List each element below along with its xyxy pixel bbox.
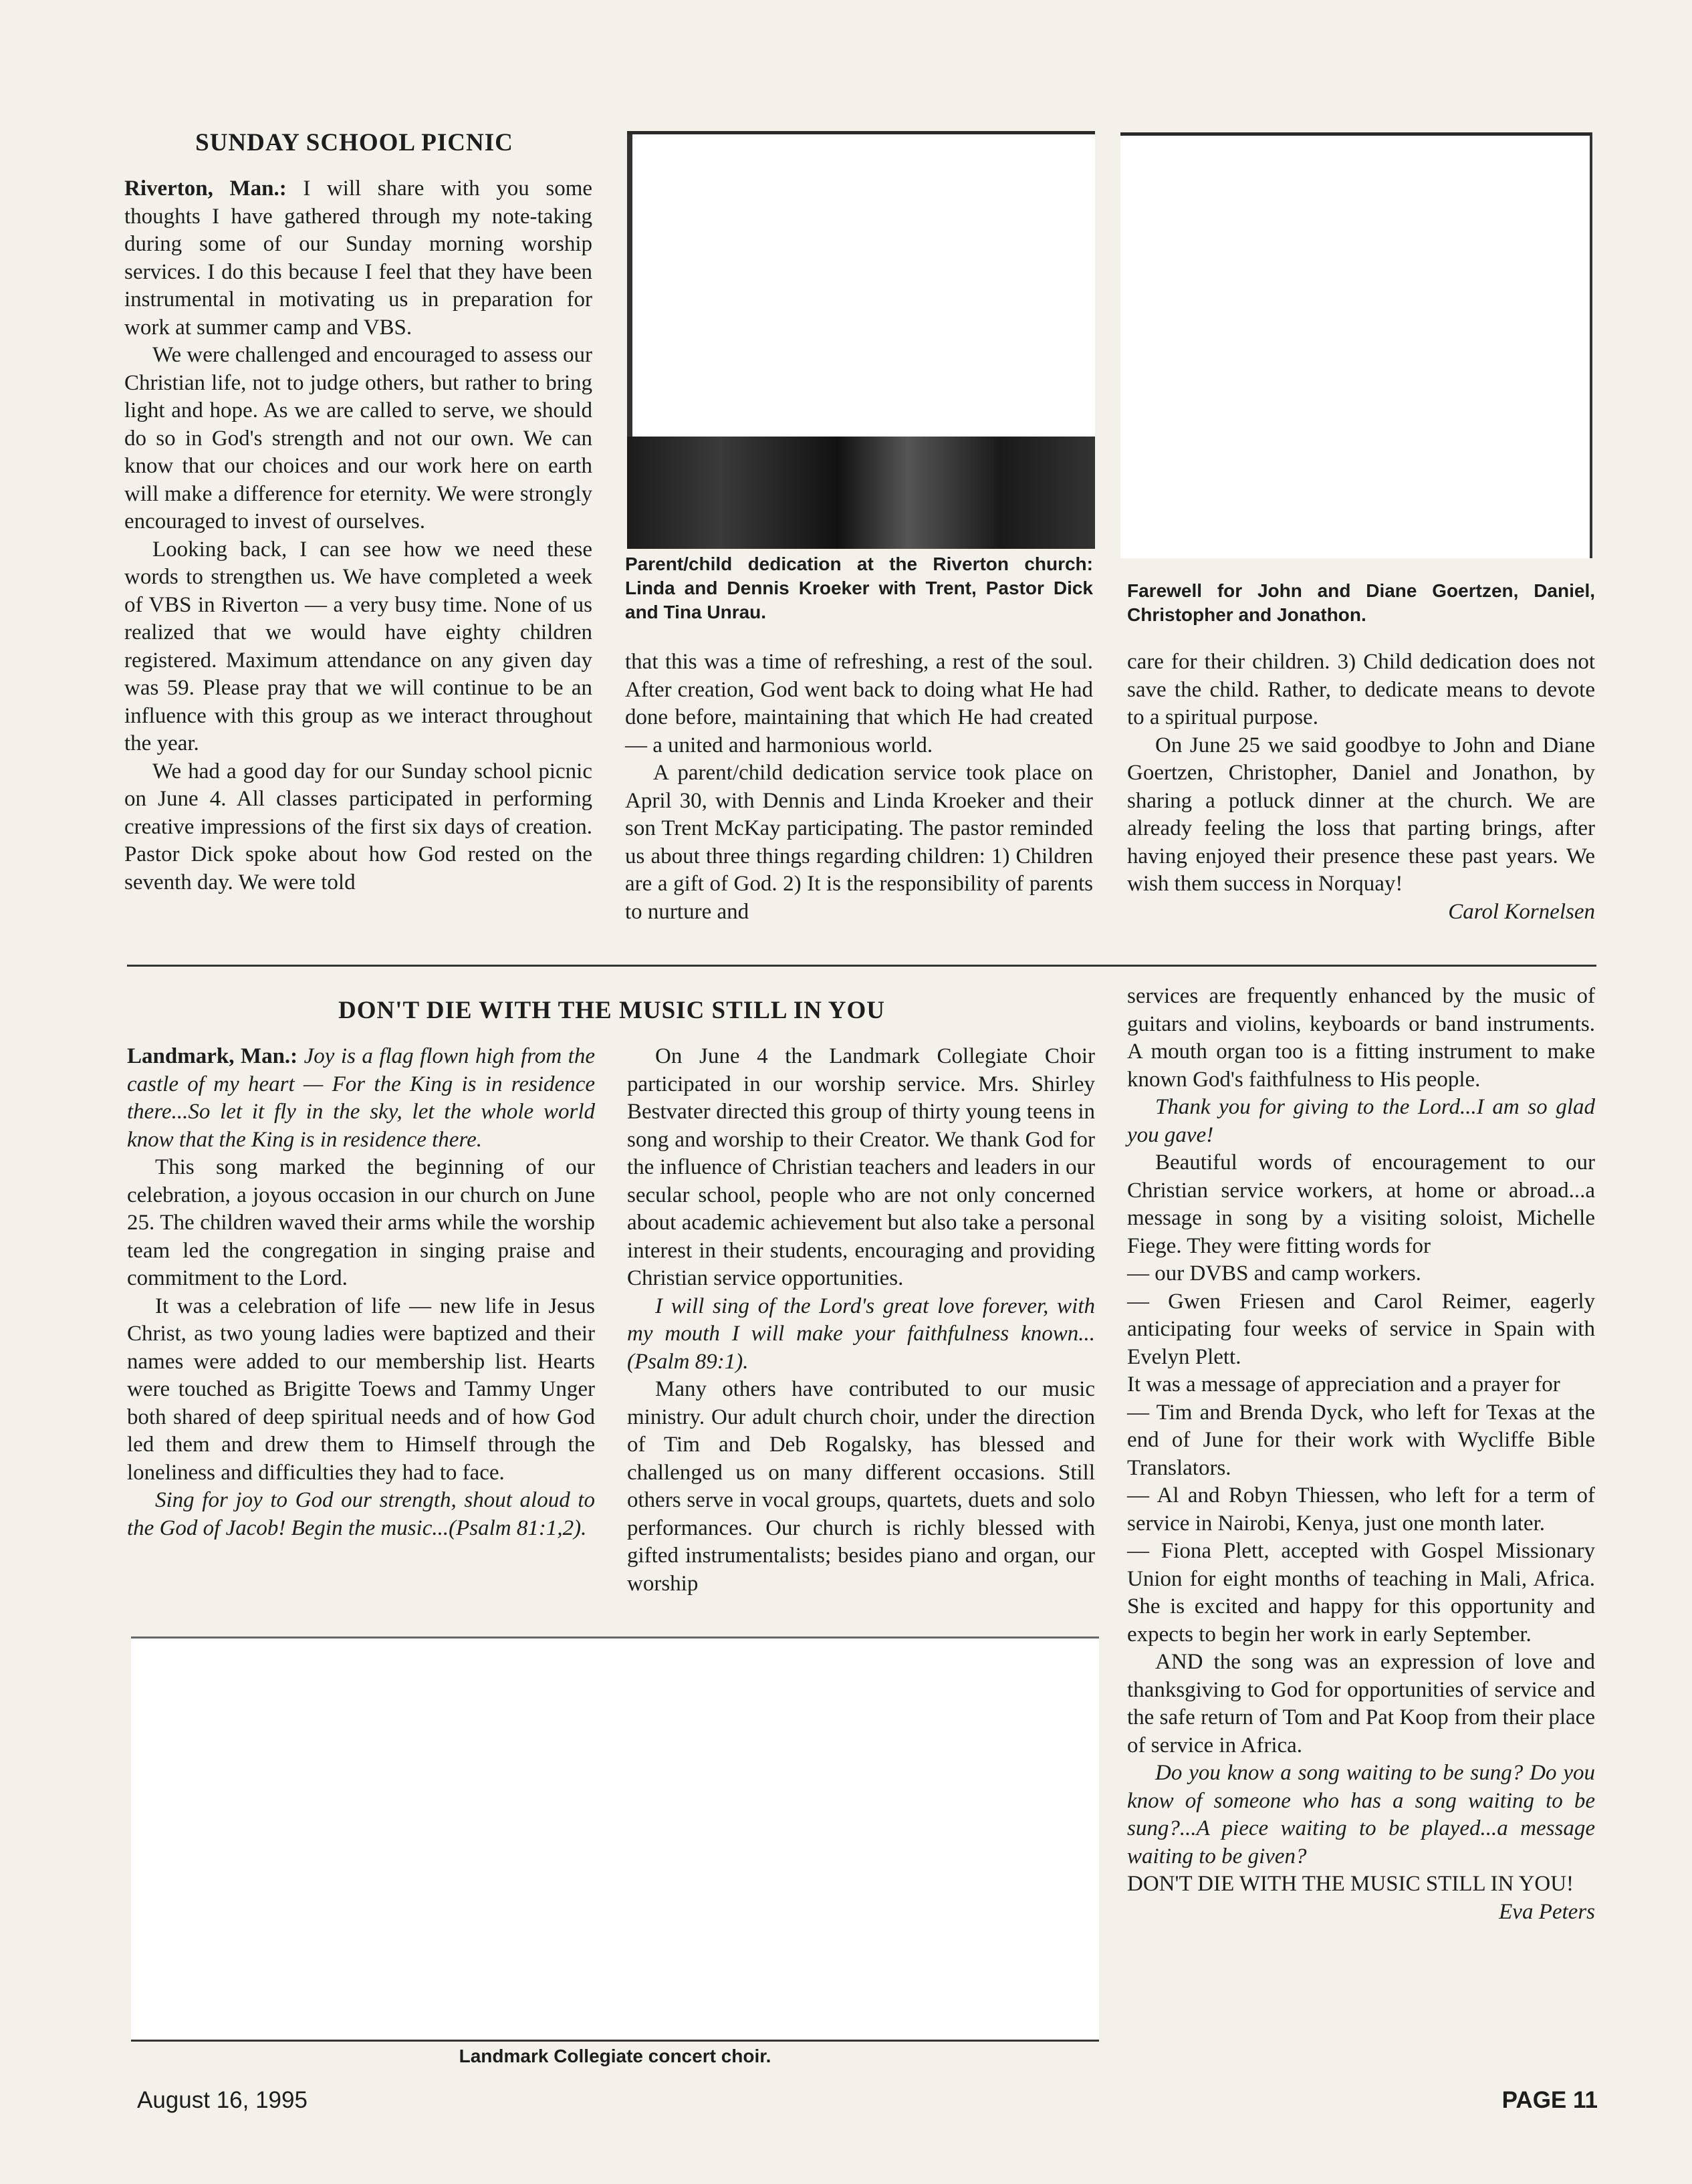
choir-photo-caption: Landmark Collegiate concert choir. (459, 2046, 771, 2066)
photo-farewell-goertzen (1120, 132, 1592, 558)
article2-column-3 (1127, 983, 1595, 1926)
closing-statement: DON'T DIE WITH THE MUSIC STILL IN YOU! (1127, 1872, 1574, 1896)
article-title-sunday-school-picnic: SUNDAY SCHOOL PICNIC (195, 129, 513, 156)
issue-date: August 16, 1995 (137, 2087, 308, 2113)
article2-paragraph: services are frequently enhanced by the music of guitars and violins, keyboards or band instruments. A mouth organ too is a fitting instrument to make known God's faithfulness to His people. (1127, 984, 1595, 1092)
article2-column-2 (627, 1043, 1095, 1598)
article-title-dont-die-with-music: DON'T DIE WITH THE MUSIC STILL IN YOU (338, 997, 885, 1024)
article2-paragraph: It was a celebration of life — new life in Jesus Christ, as two young ladies were baptized and their names were added to our membership list. Hearts were touched as Brigitte Toews and Tammy Unger both shared of deep spiritual needs and of how God led them and drew them to Himself through the loneliness and difficulties they had to face. (127, 1294, 595, 1485)
article2-paragraph: Many others have contributed to our music ministry. Our adult church choir, under the direction of Tim and Deb Rogalsky, has blessed and challenged us on many different occasions. Still others serve in vocal groups, quartets, duets and solo performances. Our church is richly blessed with gifted instrumentalists; besides piano and organ, our worship (627, 1377, 1095, 1596)
scripture-quote: I will sing of the Lord's great love forever, with my mouth I will make your faithfulness known...(Psalm 89:1). (627, 1294, 1095, 1374)
article1-paragraph: On June 25 we said goodbye to John and Diane Goertzen, Christopher, Daniel and Jonathon, by sharing a potluck dinner at the church. We are already feeling the loss that parting brings, after having enjoyed their presence these past years. We wish them success in Norquay! (1127, 733, 1595, 896)
photo2-caption: Farewell for John and Diane Goertzen, Daniel, Christopher and Jonathon. (1127, 580, 1595, 625)
section-divider (127, 965, 1596, 967)
photo-parent-child-dedication (627, 131, 1095, 549)
article1-paragraph: that this was a time of refreshing, a rest of the soul. After creation, God went back to doing what He had done before, maintaining that which He had created — a united and harmonious world. (625, 650, 1093, 757)
dateline: Riverton, Man.: (124, 176, 287, 201)
article2-paragraph: Beautiful words of encouragement to our Christian service workers, at home or abroad...a message in song by a visiting soloist, Michelle Fiege. They were fitting words for (1127, 1150, 1595, 1258)
dateline: Landmark, Man.: (127, 1044, 298, 1068)
prayer-item: — Al and Robyn Thiessen, who left for a term of service in Nairobi, Kenya, just one month later. (1127, 1483, 1595, 1536)
author-signature: Carol Kornelsen (1448, 899, 1595, 924)
article2-paragraph: Landmark, Man.: Joy is a flag flown high from the castle of my heart — For the King is in residence there...So let it fly in the sky, let the whole world know that the King is in residence there. (127, 1044, 596, 1152)
prayer-item: — Tim and Brenda Dyck, who left for Texas at the end of June for their work with Wycliffe Bible Translators. (1127, 1400, 1595, 1480)
prayer-item: — our DVBS and camp workers. (1127, 1261, 1421, 1286)
article1-column-1 (124, 175, 592, 896)
author-signature: Eva Peters (1499, 1899, 1595, 1924)
article1-paragraph: We were challenged and encouraged to assess our Christian life, not to judge others, but rather to bring light and hope. As we are called to serve, we should do so in God's strength and not our own. We can know that our choices and our work here on earth will make a difference for eternity. We were strongly encouraged to invest of ourselves. (124, 343, 592, 533)
article2-paragraph: On June 4 the Landmark Collegiate Choir participated in our worship service. Mrs. Shirley Bestvater directed this group of thirty young teens in song and worship to their Creator. We thank God for the influence of Christian teachers and leaders in our secular school, people who are not only concerned about academic achievement but also take a personal interest in their students, encouraging and providing Christian service opportunities. (627, 1044, 1095, 1290)
photo-visible-strip (627, 437, 1095, 549)
article1-column-3 (1127, 648, 1595, 926)
article1-paragraph: care for their children. 3) Child dedication does not save the child. Rather, to dedicate means to devote to a spiritual purpose. (1127, 650, 1595, 729)
prayer-item: — Fiona Plett, accepted with Gospel Missionary Union for eight months of teaching in Mali, Africa. She is excited and happy for this opportunity and expects to begin her work in early September. (1127, 1539, 1595, 1647)
closing-question: Do you know a song waiting to be sung? Do you know of someone who has a song waiting to be sung?...A piece waiting to be played...a message waiting to be given? (1127, 1761, 1595, 1868)
scripture-quote: Sing for joy to God our strength, shout aloud to the God of Jacob! Begin the music...(Psalm 81:1,2). (127, 1488, 595, 1540)
article1-paragraph: We had a good day for our Sunday school picnic on June 4. All classes participated in performing creative impressions of the first six days of creation. Pastor Dick spoke about how God rested on the seventh day. We were told (124, 759, 592, 894)
article1-paragraph: Riverton, Man.: I will share with you some thoughts I have gathered through my note-taking during some of our Sunday morning worship services. I do this because I feel that they have been instrumental in motivating us in preparation for work at summer camp and VBS. (124, 176, 593, 340)
photo1-caption: Parent/child dedication at the Riverton church: Linda and Dennis Kroeker with Trent, Pastor Dick and Tina Unrau. (625, 554, 1093, 622)
prayer-item: — Gwen Friesen and Carol Reimer, eagerly anticipating four weeks of service in Spain with Evelyn Plett. (1127, 1289, 1595, 1369)
article2-paragraph: This song marked the beginning of our celebration, a joyous occasion in our church on June 25. The children waved their arms while the worship team led the congregation in singing praise and commitment to the Lord. (127, 1155, 595, 1290)
photo-collegiate-choir (131, 1636, 1099, 2042)
article1-column-2 (625, 648, 1093, 926)
article2-column-1 (127, 1043, 595, 1542)
article2-paragraph: It was a message of appreciation and a prayer for (1127, 1372, 1560, 1397)
article2-paragraph: AND the song was an expression of love and thanksgiving to God for opportunities of service and the safe return of Tom and Pat Koop from their place of service in Africa. (1127, 1650, 1595, 1757)
page-number: PAGE 11 (1501, 2087, 1598, 2113)
song-quote: Thank you for giving to the Lord...I am so glad you gave! (1127, 1095, 1595, 1147)
article1-paragraph: Looking back, I can see how we need these words to strengthen us. We have completed a week of VBS in Riverton — a very busy time. None of us realized that we would have eighty children registered. Maximum attendance on any given day was 59. Please pray that we will continue to be an influence with this group as we interact throughout the year. (124, 537, 592, 755)
article1-paragraph: A parent/child dedication service took place on April 30, with Dennis and Linda Kroeker and their son Trent McKay participating. The pastor reminded us about three things regarding children: 1) Children are a gift of God. 2) It is the responsibility of parents to nurture and (625, 761, 1093, 924)
